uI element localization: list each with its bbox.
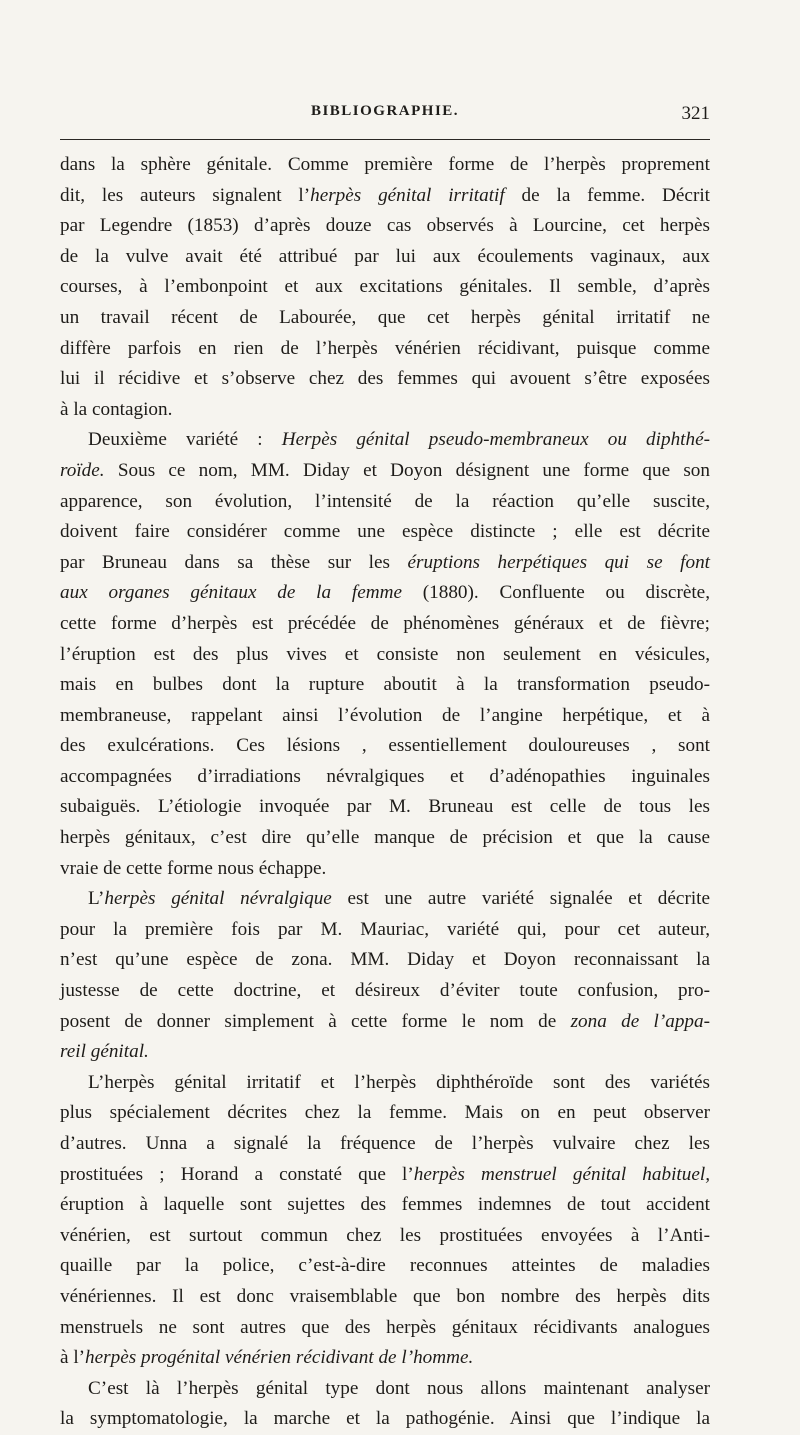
text-run: Sous ce nom, MM. Diday et Doyon désignent une forme que son — [104, 459, 710, 481]
text-run: accompagnées d’irradiations névralgiques et d’adénopathies inguinales — [60, 765, 710, 787]
italic-text: aux organes génitaux de la femme — [60, 582, 402, 604]
text-line — [60, 425, 710, 456]
text-line — [60, 150, 710, 181]
text-line — [60, 1068, 710, 1099]
page-number: 321 — [681, 103, 710, 124]
text-run: vénériennes. Il est donc vraisemblable que bon nombre des herpès dits — [60, 1285, 710, 1307]
italic-text: herpès génital névralgique — [104, 888, 332, 910]
text-run: L’ — [88, 888, 105, 910]
text-line — [60, 517, 710, 548]
text-run: courses, à l’embonpoint et aux excitations génitales. Il semble, d’après — [60, 276, 710, 298]
text-run: par Legendre (1853) d’après douze cas observés à Lourcine, cet herpès — [60, 215, 710, 237]
paragraph — [60, 425, 710, 884]
italic-text: Herpès génital pseudo-membraneux ou diphthé- — [281, 429, 710, 451]
text-line — [60, 609, 710, 640]
text-run: posent de donner simplement à cette forme le nom de — [60, 1010, 571, 1032]
text-line — [60, 1374, 710, 1405]
text-run: de la femme. Décrit — [504, 184, 710, 206]
text-run: vraie de cette forme nous échappe. — [60, 857, 327, 879]
text-line — [60, 578, 710, 609]
running-title: BIBLIOGRAPHIE. — [310, 103, 460, 119]
text-line — [60, 1129, 710, 1160]
text-run: justesse de cette doctrine, et désireux d’éviter toute confusion, pro- — [60, 980, 710, 1002]
text-run: herpès génitaux, c’est dire qu’elle manque de précision et que la cause — [60, 827, 710, 849]
text-line — [60, 303, 710, 334]
text-run: membraneuse, rappelant ainsi l’évolution de l’angine herpétique, et à — [60, 704, 710, 726]
text-run: (1880). Confluente ou discrète, — [401, 582, 710, 604]
text-run: de la vulve avait été attribué par lui aux écoulements vaginaux, aux — [60, 245, 710, 267]
text-run: dans la sphère génitale. Comme première forme de l’herpès proprement — [60, 154, 710, 175]
text-line — [60, 640, 710, 671]
text-run: Deuxième variété : — [88, 429, 282, 451]
text-line — [60, 456, 710, 487]
text-line — [60, 548, 710, 579]
text-line — [60, 1098, 710, 1129]
italic-text: reil génital. — [60, 1041, 149, 1063]
text-run: d’autres. Unna a signalé la fréquence de l’herpès vulvaire chez les — [60, 1133, 710, 1154]
text-run: l’éruption est des plus vives et consiste non seulement en vésicules, — [60, 643, 710, 665]
text-line — [60, 701, 710, 732]
text-line — [60, 1160, 710, 1191]
italic-text: herpès génital irritatif — [310, 184, 505, 206]
text-run: apparence, son évolution, l’intensité de la réaction qu’elle suscite, — [60, 490, 710, 512]
text-run: lui il récidive et s’observe chez des femmes qui avouent s’être exposées — [60, 368, 710, 390]
italic-text: herpès progénital vénérien récidivant de l’homme. — [85, 1347, 474, 1369]
text-run: par Bruneau dans sa thèse sur les — [60, 551, 408, 573]
text-line — [60, 242, 710, 273]
page-header — [60, 103, 710, 131]
body-text — [60, 150, 710, 1435]
text-line — [60, 884, 710, 915]
text-run: pour la première fois par M. Mauriac, variété qui, pour cet auteur, — [60, 918, 710, 940]
text-run: éruption à laquelle sont sujettes des femmes indemnes de tout accident — [60, 1194, 710, 1216]
text-run: à la contagion. — [60, 398, 173, 420]
text-run: dit, les auteurs signalent l’ — [60, 184, 311, 206]
text-run: à l’ — [60, 1347, 86, 1369]
text-line — [60, 272, 710, 303]
text-run: mais en bulbes dont la rupture aboutit à la transformation pseudo- — [60, 674, 710, 696]
text-line — [60, 731, 710, 762]
text-run: vénérien, est surtout commun chez les prostituées envoyées à l’Anti- — [60, 1224, 710, 1246]
text-line — [60, 854, 710, 885]
text-run: cette forme d’herpès est précédée de phénomènes généraux et de fièvre; — [60, 612, 710, 634]
text-line — [60, 1007, 710, 1038]
text-run: un travail récent de Labourée, que cet herpès génital irritatif ne — [60, 306, 710, 328]
paragraph — [60, 1068, 710, 1374]
text-line — [60, 364, 710, 395]
text-line — [60, 1343, 710, 1374]
text-run: des exulcérations. Ces lésions , essentiellement douloureuses , sont — [60, 735, 710, 757]
text-line — [60, 670, 710, 701]
italic-text: zona de l’appa- — [570, 1010, 710, 1032]
text-run: menstruels ne sont autres que des herpès génitaux récidivants analogues — [60, 1316, 710, 1338]
text-line — [60, 395, 710, 426]
paragraph — [60, 1374, 710, 1435]
text-run: est une autre variété signalée et décrite — [331, 888, 711, 910]
text-line — [60, 976, 710, 1007]
text-line — [60, 792, 710, 823]
italic-text: éruptions herpétiques qui se font — [407, 551, 710, 573]
text-line — [60, 762, 710, 793]
text-line — [60, 1190, 710, 1221]
text-line — [60, 1037, 710, 1068]
text-run: la symptomatologie, la marche et la pathogénie. Ainsi que l’indique la — [60, 1408, 710, 1430]
text-run: prostituées ; Horand a constaté que l’ — [60, 1163, 414, 1185]
italic-text: roïde. — [60, 459, 105, 481]
text-line — [60, 334, 710, 365]
text-run: L’herpès génital irritatif et l’herpès diphthéroïde sont des variétés — [88, 1071, 710, 1093]
text-line — [60, 823, 710, 854]
text-line — [60, 181, 710, 212]
text-line — [60, 1404, 710, 1435]
text-line — [60, 1282, 710, 1313]
text-line — [60, 1251, 710, 1282]
text-run: n’est qu’une espèce de zona. MM. Diday et Doyon reconnaissant la — [60, 949, 710, 971]
text-line — [60, 1313, 710, 1344]
text-line — [60, 945, 710, 976]
italic-text: herpès menstruel génital habituel, — [413, 1163, 710, 1185]
header-rule — [60, 139, 710, 140]
paragraph — [60, 884, 710, 1068]
text-line — [60, 211, 710, 242]
text-run: plus spécialement décrites chez la femme. Mais on en peut observer — [60, 1102, 710, 1124]
paragraph — [60, 150, 710, 425]
text-run: quaille par la police, c’est-à-dire reconnues atteintes de maladies — [60, 1255, 710, 1277]
text-line — [60, 915, 710, 946]
text-line — [60, 1221, 710, 1252]
text-run: diffère parfois en rien de l’herpès vénérien récidivant, puisque comme — [60, 337, 710, 359]
text-line — [60, 487, 710, 518]
text-run: doivent faire considérer comme une espèce distincte ; elle est décrite — [60, 521, 710, 543]
text-run: C’est là l’herpès génital type dont nous allons maintenant analyser — [88, 1377, 710, 1399]
text-run: subaiguës. L’étiologie invoquée par M. Bruneau est celle de tous les — [60, 796, 710, 818]
